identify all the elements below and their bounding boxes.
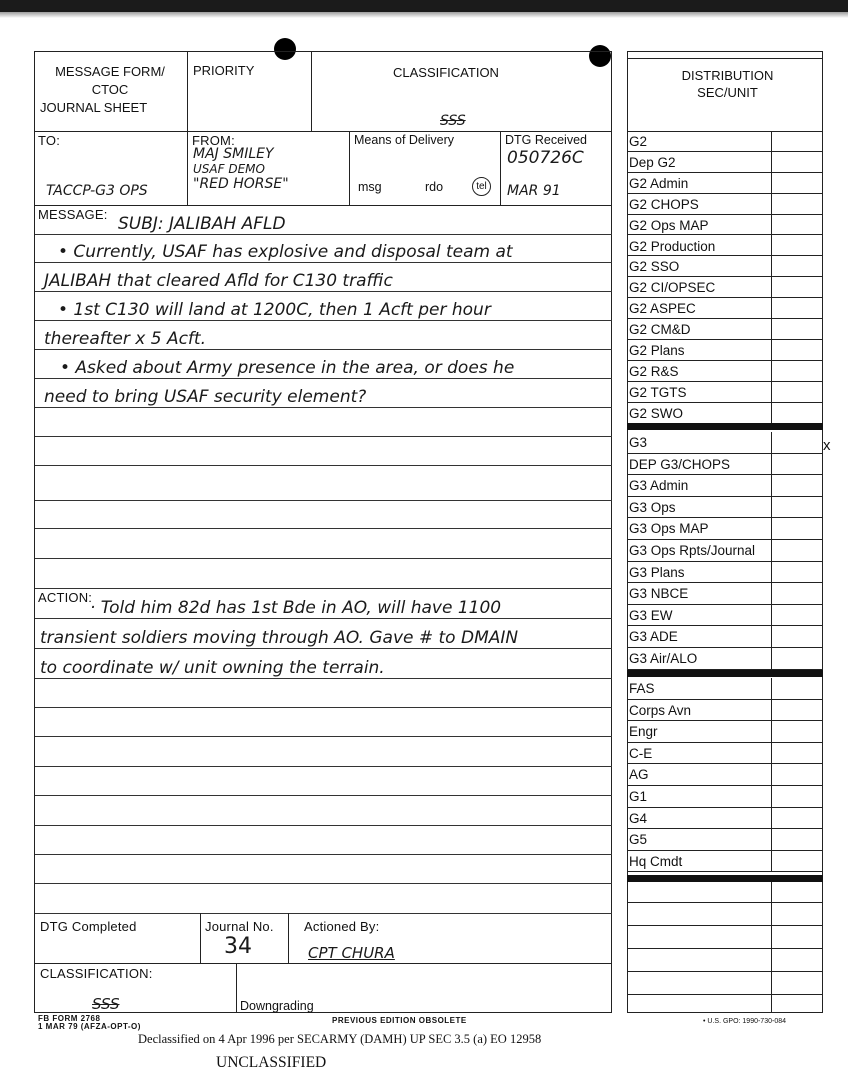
action-label: ACTION: [38, 590, 93, 605]
distribution-row [627, 518, 823, 540]
gpo-note: • U.S. GPO: 1990-730-084 [703, 1018, 786, 1025]
distribution-unit-label: C-E [629, 745, 653, 761]
distribution-mark-cell [771, 583, 772, 604]
distribution-unit-label: DEP G3/CHOPS [629, 456, 731, 472]
distribution-row [627, 277, 823, 298]
distribution-unit-label: G2 SWO [629, 405, 684, 421]
distribution-mark-cell [771, 518, 772, 539]
distribution-mark-cell [771, 131, 772, 151]
distribution-mark-cell [771, 497, 772, 518]
group-divider [627, 423, 823, 430]
distribution-unit-label: G2 ASPEC [629, 301, 696, 317]
distribution-row [627, 678, 823, 700]
distribution-row [627, 194, 823, 215]
message-label: MESSAGE: [38, 207, 108, 222]
form-id-line: 1 MAR 79 (AFZA-OPT-O) [38, 1022, 141, 1031]
distribution-unit-label: G3 NBCE [629, 586, 689, 602]
distribution-row [627, 786, 823, 808]
distribution-unit-label: G2 Production [629, 238, 716, 254]
distribution-header-line: DISTRIBUTION [681, 68, 774, 83]
distribution-mark-cell [771, 648, 772, 669]
action-line: · Told him 82d has 1st Bde in AO, will have 1100 [90, 598, 502, 618]
distribution-row [627, 173, 823, 194]
distribution-unit-label: G2 Admin [629, 175, 689, 191]
distribution-row [627, 340, 823, 361]
form-id [38, 1015, 141, 1031]
distribution-mark-cell [771, 236, 772, 256]
classification-label: CLASSIFICATION [393, 65, 499, 80]
distribution-row [627, 319, 823, 340]
distribution-unit-label: Hq Cmdt [629, 853, 683, 869]
distribution-unit-label: G2 Ops MAP [629, 217, 709, 233]
message-line: need to bring USAF security element? [44, 387, 367, 407]
distribution-mark-cell [771, 152, 772, 172]
distribution-unit-label: Corps Avn [629, 702, 692, 718]
distribution-row [627, 562, 823, 584]
distribution-row [627, 540, 823, 562]
classification-value: SSS [440, 113, 466, 129]
distribution-mark-cell [771, 721, 772, 742]
distribution-mark-cell [771, 194, 772, 214]
distribution-row [627, 298, 823, 319]
dtg-received-label: DTG Received [505, 133, 587, 147]
action-line: transient soldiers moving through AO. Gave # to DMAIN [40, 628, 519, 648]
distribution-unit-label: G3 Plans [629, 564, 685, 580]
from-line: "RED HORSE" [193, 176, 289, 192]
distribution-row [627, 361, 823, 382]
dtg-completed-label: DTG Completed [40, 919, 137, 934]
group-divider [627, 670, 823, 677]
from-value [193, 147, 289, 192]
distribution-mark-cell [771, 319, 772, 339]
distribution-mark-cell [771, 403, 772, 423]
distribution-row [627, 131, 823, 152]
distribution-row [627, 851, 823, 873]
distribution-mark-cell [771, 626, 772, 647]
distribution-mark-cell [771, 256, 772, 276]
form-title-line: MESSAGE FORM/ [55, 64, 165, 79]
distribution-mark-cell [771, 340, 772, 360]
distribution-row [627, 454, 823, 476]
distribution-mark-cell [771, 454, 772, 475]
dtg-received-value: 050726C [507, 148, 584, 168]
distribution-mark-cell [771, 743, 772, 764]
form-title [40, 63, 180, 117]
means-of-delivery-label: Means of Delivery [354, 133, 455, 147]
distribution-row [627, 743, 823, 765]
distribution-row [627, 764, 823, 786]
form-title-line: JOURNAL SHEET [40, 100, 148, 115]
distribution-mark-cell [771, 678, 772, 699]
distribution-unit-label: G3 EW [629, 607, 673, 623]
distribution-unit-label: G5 [629, 832, 648, 848]
distribution-row [627, 648, 823, 670]
distribution-mark-cell [771, 829, 772, 850]
distribution-unit-label: G3 ADE [629, 629, 678, 645]
distribution-unit-label: G3 Ops MAP [629, 521, 709, 537]
group-divider [627, 875, 823, 882]
to-value: TACCP-G3 OPS [46, 183, 148, 199]
distribution-row [627, 829, 823, 851]
means-tel-circled: tel [472, 177, 491, 196]
message-line: • Currently, USAF has explosive and disposal team at [58, 242, 513, 262]
distribution-unit-label: G2 TGTS [629, 384, 687, 400]
distribution-header [640, 67, 815, 101]
from-line: USAF DEMO [193, 162, 265, 176]
distribution-row [627, 152, 823, 173]
distribution-unit-label: G2 SSO [629, 259, 680, 275]
action-line: to coordinate w/ unit owning the terrain. [40, 658, 385, 678]
declassified-note: Declassified on 4 Apr 1996 per SECARMY (DAMH) UP SEC 3.5 (a) EO 12958 [138, 1032, 542, 1046]
actioned-by-value: CPT CHURA [308, 944, 395, 962]
distribution-unit-label: G1 [629, 789, 648, 804]
distribution-mark-cell [771, 540, 772, 561]
dtg-received-month: MAR 91 [507, 183, 561, 199]
previous-edition-note: PREVIOUS EDITION OBSOLETE [332, 1016, 467, 1025]
message-line: thereafter x 5 Acft. [44, 329, 206, 349]
distribution-mark-cell [771, 277, 772, 297]
distribution-mark-cell [771, 605, 772, 626]
distribution-mark-cell [771, 475, 772, 496]
journal-no-value: 34 [224, 934, 252, 959]
distribution-row [627, 626, 823, 648]
distribution-row [627, 808, 823, 830]
scan-top-border [0, 0, 848, 12]
distribution-unit-label: AG [629, 767, 649, 783]
message-line: JALIBAH that cleared Afld for C130 traffic [44, 271, 393, 291]
distribution-header-line: SEC/UNIT [697, 85, 758, 100]
distribution-mark-cell [771, 432, 772, 453]
means-rdo: rdo [425, 180, 444, 194]
distribution-mark-cell [771, 215, 772, 235]
distribution-mark-cell [771, 382, 772, 402]
distribution-mark-cell [771, 173, 772, 193]
journal-no-label: Journal No. [205, 919, 274, 934]
form-id-line: FB FORM 2768 [38, 1014, 101, 1023]
distribution-row [627, 236, 823, 257]
distribution-unit-label: G2 CM&D [629, 322, 691, 338]
from-label: FROM: [192, 133, 235, 148]
distribution-unit-label: G3 Ops Rpts/Journal [629, 543, 756, 558]
priority-label: PRIORITY [193, 63, 255, 78]
distribution-row [627, 382, 823, 403]
distribution-unit-label: G2 CI/OPSEC [629, 280, 716, 296]
actioned-by-label: Actioned By: [304, 919, 380, 934]
means-msg: msg [358, 180, 382, 194]
distribution-row [627, 432, 823, 454]
distribution-row [627, 475, 823, 497]
distribution-mark-cell [771, 361, 772, 381]
downgrading-label: Downgrading [240, 999, 314, 1013]
form-title-line: CTOC [91, 82, 129, 97]
classification-bottom-value: SSS [92, 995, 120, 1013]
distribution-unit-label: G2 [629, 134, 648, 149]
distribution-mark-cell [771, 700, 772, 721]
distribution-unit-label: G3 Ops [629, 499, 676, 515]
distribution-unit-label: FAS [629, 681, 655, 696]
message-line: • Asked about Army presence in the area, or does he [60, 358, 515, 378]
message-line: SUBJ: JALIBAH AFLD [118, 214, 286, 234]
distribution-row [627, 497, 823, 519]
distribution-mark-cell [771, 851, 772, 872]
distribution-unit-label: G2 CHOPS [629, 196, 699, 212]
distribution-row [627, 605, 823, 627]
distribution-unit-label: G4 [629, 810, 648, 826]
distribution-mark-cell [771, 786, 772, 807]
from-line: MAJ SMILEY [193, 146, 274, 162]
to-label: TO: [38, 133, 61, 148]
distribution-row [627, 256, 823, 277]
distribution-unit-label: G3 Admin [629, 478, 689, 494]
distribution-unit-label: G2 R&S [629, 363, 679, 379]
distribution-row [627, 215, 823, 236]
distribution-unit-label: G3 [629, 435, 648, 450]
scan-top-shadow [0, 12, 848, 18]
unclassified-marking: UNCLASSIFIED [216, 1054, 327, 1071]
distribution-row [627, 721, 823, 743]
distribution-mark-cell [771, 298, 772, 318]
classification-bottom-label: CLASSIFICATION: [40, 966, 153, 981]
distribution-row [627, 583, 823, 605]
distribution-row [627, 700, 823, 722]
message-line: • 1st C130 will land at 1200C, then 1 Acft per hour [58, 300, 491, 320]
distribution-unit-label: G2 Plans [629, 343, 685, 358]
distribution-unit-label: G3 Air/ALO [629, 651, 698, 666]
distribution-mark-cell [771, 562, 772, 583]
distribution-unit-label: Engr [629, 724, 658, 740]
g3-checkmark: x [823, 437, 831, 454]
distribution-unit-label: Dep G2 [629, 154, 676, 170]
distribution-mark-cell [771, 808, 772, 829]
distribution-row [627, 403, 823, 424]
distribution-mark-cell [771, 764, 772, 785]
